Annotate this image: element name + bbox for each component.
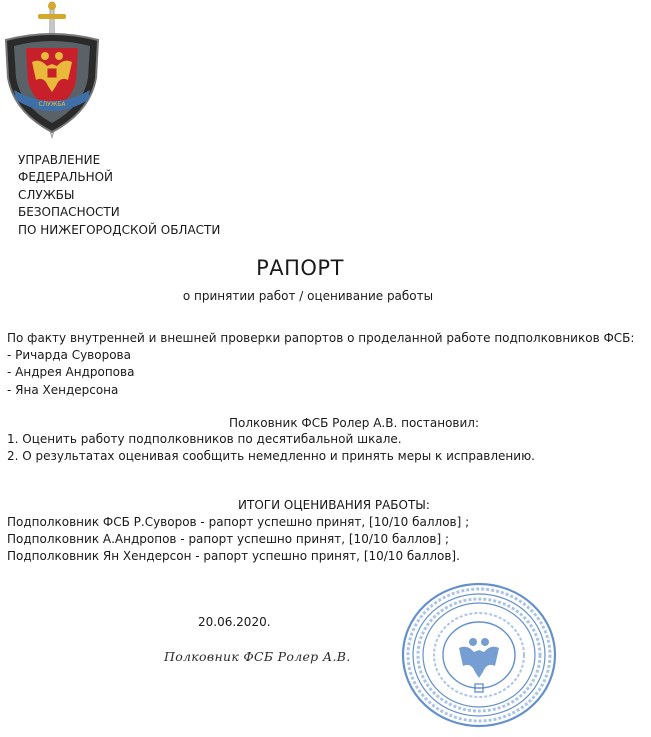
organization-header (18, 152, 220, 239)
results-heading: ИТОГИ ОЦЕНИВАНИЯ РАБОТЫ: (238, 498, 430, 512)
document-title: РАПОРТ (256, 256, 344, 280)
org-line: ФЕДЕРАЛЬНОЙ (18, 170, 114, 185)
result-line: Подполковник А.Андропов - рапорт успешно принят, [10/10 баллов] ; (7, 532, 450, 547)
org-line: БЕЗОПАСНОСТИ (18, 205, 120, 220)
signature: Полковник ФСБ Ролер А.В. (164, 649, 351, 664)
intro-text: По факту внутренней и внешней проверки рапортов о проделанной работе подполковников ФСБ: (7, 331, 635, 345)
decree-section (7, 431, 535, 465)
results-section (7, 514, 469, 566)
emblem-ribbon-text: СЛУЖБА (38, 101, 66, 108)
fsb-emblem-icon (0, 0, 104, 140)
intro-section (7, 330, 634, 399)
org-line: ПО НИЖЕГОРОДСКОЙ ОБЛАСТИ (18, 222, 221, 237)
decree-heading: Полковник ФСБ Ролер А.В. постановил: (228, 416, 479, 430)
decree-item: 2. О результатах оценивая сообщить немедленно и принять меры к исправлению. (7, 449, 535, 464)
org-line: УПРАВЛЕНИЕ (18, 153, 101, 167)
decree-item: 1. Оценить работу подполковников по десятибальной шкале. (7, 432, 402, 446)
result-line: Подполковник Ян Хендерсон - рапорт успешно принят, [10/10 баллов]. (7, 549, 460, 564)
intro-name: - Андрея Андропова (7, 365, 135, 380)
intro-name: - Яна Хендерсона (7, 382, 119, 397)
document-date: 20.06.2020. (198, 615, 271, 629)
result-line: Подполковник ФСБ Р.Суворов - рапорт успешно принят, [10/10 баллов] ; (7, 515, 470, 529)
intro-name: - Ричарда Суворова (7, 348, 131, 363)
document-subtitle: о принятии работ / оценивание работы (182, 289, 434, 303)
official-seal-icon (399, 580, 559, 730)
org-line: СЛУЖБЫ (18, 187, 75, 202)
